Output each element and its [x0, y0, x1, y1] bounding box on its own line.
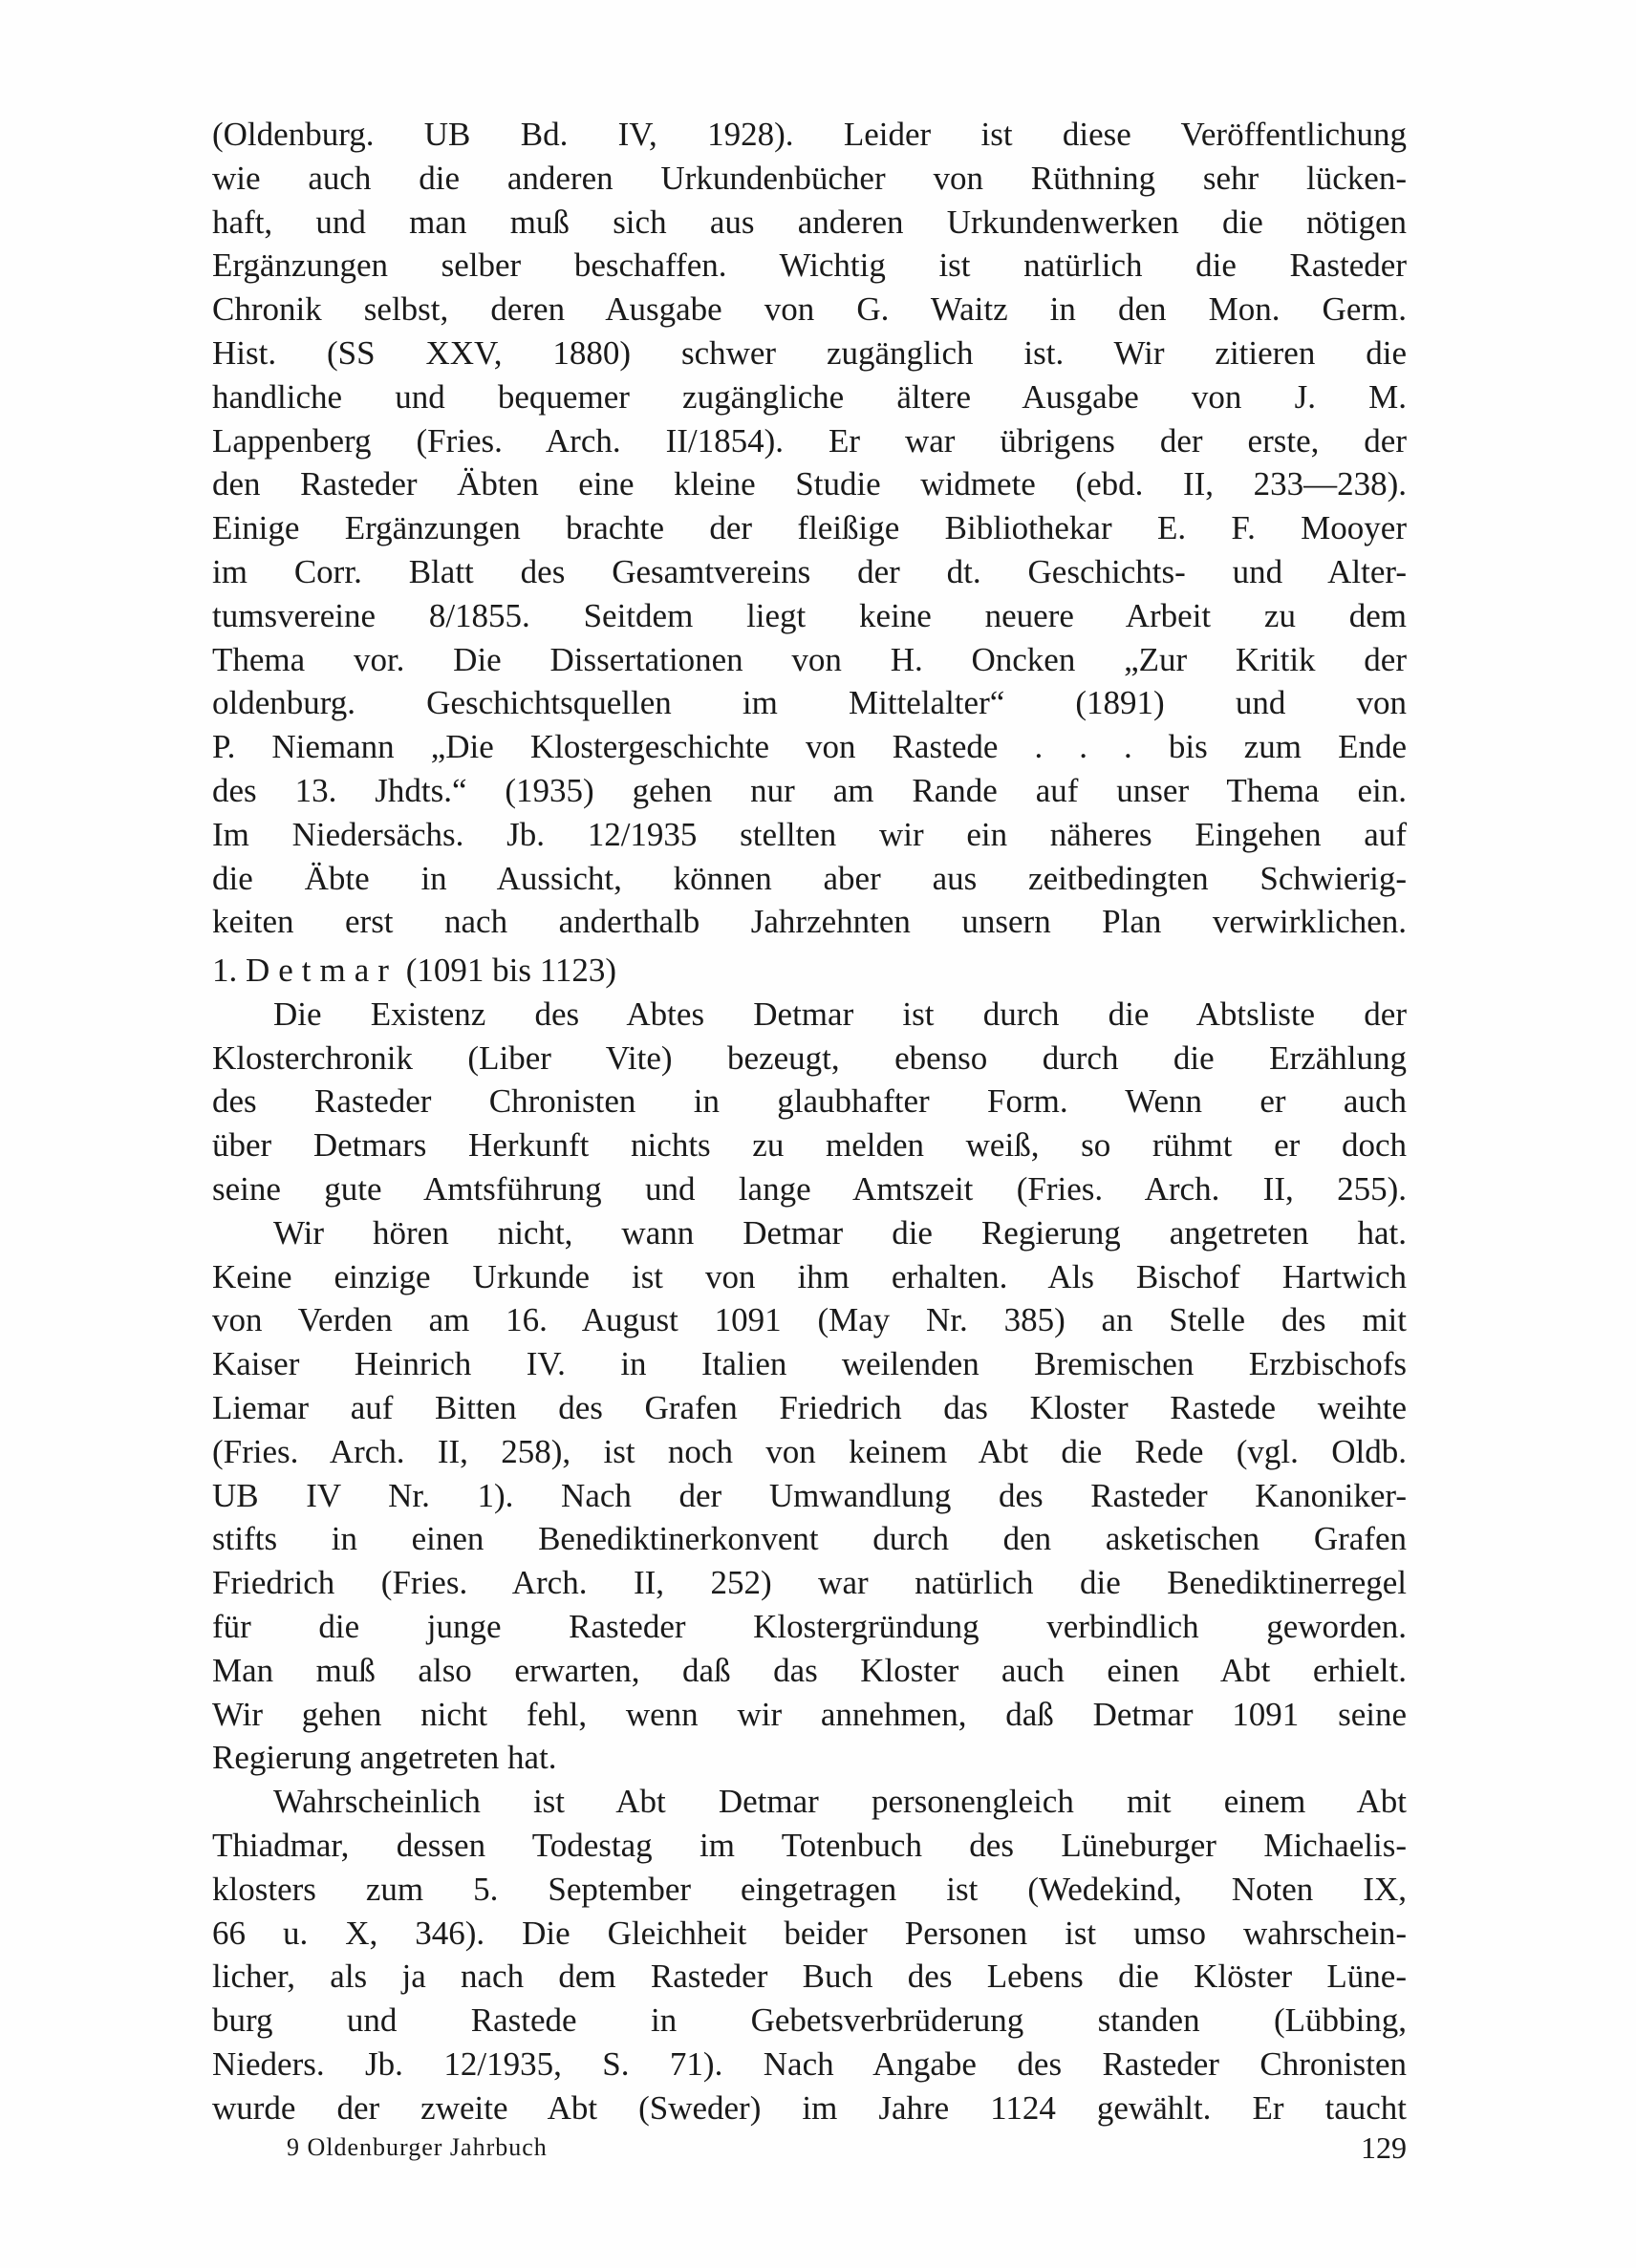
- text-line: Keine einzige Urkunde ist von ihm erhalten. Als Bischof Hartwich: [212, 1257, 1407, 1295]
- section-detmar: [212, 949, 1407, 2130]
- text-line: Lappenberg (Fries. Arch. II/1854). Er war übrigens der erste, der: [212, 421, 1407, 460]
- text-line: Die Existenz des Abtes Detmar ist durch die Abtsliste der: [273, 995, 1407, 1033]
- text-line: haft, und man muß sich aus anderen Urkundenwerken die nötigen: [212, 203, 1407, 241]
- text-line: wurde der zweite Abt (Sweder) im Jahre 1124 gewählt. Er taucht: [212, 2088, 1407, 2127]
- text-line: von Verden am 16. August 1091 (May Nr. 385) an Stelle des mit: [212, 1301, 1407, 1339]
- text-line: licher, als ja nach dem Rasteder Buch des Lebens die Klöster Lüne-: [212, 1958, 1407, 1996]
- text-line: Wahrscheinlich ist Abt Detmar personengleich mit einem Abt: [273, 1783, 1407, 1821]
- page-footer: [287, 2127, 1407, 2169]
- text-line: Liemar auf Bitten des Grafen Friedrich das Kloster Rastede weihte: [212, 1388, 1407, 1426]
- text-line: Wir hören nicht, wann Detmar die Regierung angetreten hat.: [273, 1213, 1407, 1252]
- section-name: Detmar: [246, 952, 398, 989]
- text-line: P. Niemann „Die Klostergeschichte von Rastede . . . bis zum Ende: [212, 728, 1407, 766]
- text-line: Einige Ergänzungen brachte der fleißige Bibliothekar E. F. Mooyer: [212, 509, 1407, 547]
- intro-paragraph: [212, 113, 1407, 944]
- paragraph: [212, 1780, 1407, 2129]
- text-line: Friedrich (Fries. Arch. II, 252) war natürlich die Benediktinerregel: [212, 1564, 1407, 1602]
- text-line: oldenburg. Geschichtsquellen im Mittelalter“ (1891) und von: [212, 684, 1407, 722]
- text-line: des Rasteder Chronisten in glaubhafter Form. Wenn er auch: [212, 1082, 1407, 1121]
- text-line: (Oldenburg. UB Bd. IV, 1928). Leider ist diese Veröffentlichung: [212, 116, 1407, 153]
- text-line: des 13. Jhdts.“ (1935) gehen nur am Rande auf unser Thema ein.: [212, 771, 1407, 809]
- text-line: 66 u. X, 346). Die Gleichheit beider Personen ist umso wahrschein-: [212, 1914, 1407, 1952]
- text-line: UB IV Nr. 1). Nach der Umwandlung des Rasteder Kanoniker-: [212, 1476, 1407, 1514]
- section-heading: [212, 949, 1407, 993]
- section-number: 1.: [212, 952, 238, 989]
- text-line: Nieders. Jb. 12/1935, S. 71). Nach Angabe des Rasteder Chronisten: [212, 2044, 1407, 2083]
- text-line: tumsvereine 8/1855. Seitdem liegt keine neuere Arbeit zu dem: [212, 596, 1407, 634]
- text-line: über Detmars Herkunft nichts zu melden weiß, so rühmt er doch: [212, 1126, 1407, 1165]
- text-line: Man muß also erwarten, daß das Kloster auch einen Abt erhielt.: [212, 1651, 1407, 1689]
- paragraph: [212, 993, 1407, 1211]
- text-line: für die junge Rasteder Klostergründung verbindlich geworden.: [212, 1607, 1407, 1645]
- text-line: stifts in einen Benediktinerkonvent durch den asketischen Grafen: [212, 1520, 1407, 1558]
- text-line: im Corr. Blatt des Gesamtvereins der dt. Geschichts- und Alter-: [212, 552, 1407, 590]
- text-line: Ergänzungen selber beschaffen. Wichtig ist natürlich die Rasteder: [212, 246, 1407, 285]
- text-line: Chronik selbst, deren Ausgabe von G. Waitz in den Mon. Germ.: [212, 290, 1407, 329]
- text-line: burg und Rastede in Gebetsverbrüderung standen (Lübbing,: [212, 2001, 1407, 2040]
- paragraph: [212, 1211, 1407, 1780]
- text-line: Kaiser Heinrich IV. in Italien weilenden Bremischen Erzbischofs: [212, 1345, 1407, 1383]
- text-line: Wir gehen nicht fehl, wenn wir annehmen, daß Detmar 1091 seine: [212, 1695, 1407, 1733]
- text-line: wie auch die anderen Urkundenbücher von Rüthning sehr lücken-: [212, 159, 1407, 197]
- text-line: klosters zum 5. September eingetragen ist (Wedekind, Noten IX,: [212, 1870, 1407, 1908]
- text-line: die Äbte in Aussicht, können aber aus zeitbedingten Schwierig-: [212, 859, 1407, 897]
- text-line: Im Niedersächs. Jb. 12/1935 stellten wir ein näheres Eingehen auf: [212, 815, 1407, 853]
- text-line: Thiadmar, dessen Todestag im Totenbuch des Lüneburger Michaelis-: [212, 1826, 1407, 1864]
- section-dates: (1091 bis 1123): [405, 952, 617, 989]
- text-line: Regierung angetreten hat.: [212, 1739, 557, 1777]
- text-line: handliche und bequemer zugängliche ältere Ausgabe von J. M.: [212, 377, 1407, 416]
- text-line: den Rasteder Äbten eine kleine Studie widmete (ebd. II, 233—238).: [212, 465, 1407, 503]
- text-line: Hist. (SS XXV, 1880) schwer zugänglich ist. Wir zitieren die: [212, 333, 1407, 372]
- text-line: Thema vor. Die Dissertationen von H. Oncken „Zur Kritik der: [212, 640, 1407, 678]
- text-line: keiten erst nach anderthalb Jahrzehnten unsern Plan verwirklichen.: [212, 903, 1407, 941]
- text-line: (Fries. Arch. II, 258), ist noch von keinem Abt die Rede (vgl. Oldb.: [212, 1432, 1407, 1470]
- text-line: seine gute Amtsführung und lange Amtszeit (Fries. Arch. II, 255).: [212, 1169, 1407, 1208]
- signature-mark: 9 Oldenburger Jahrbuch: [287, 2133, 548, 2161]
- text-line: Klosterchronik (Liber Vite) bezeugt, ebenso durch die Erzählung: [212, 1038, 1407, 1077]
- page-number: 129: [1361, 2130, 1407, 2165]
